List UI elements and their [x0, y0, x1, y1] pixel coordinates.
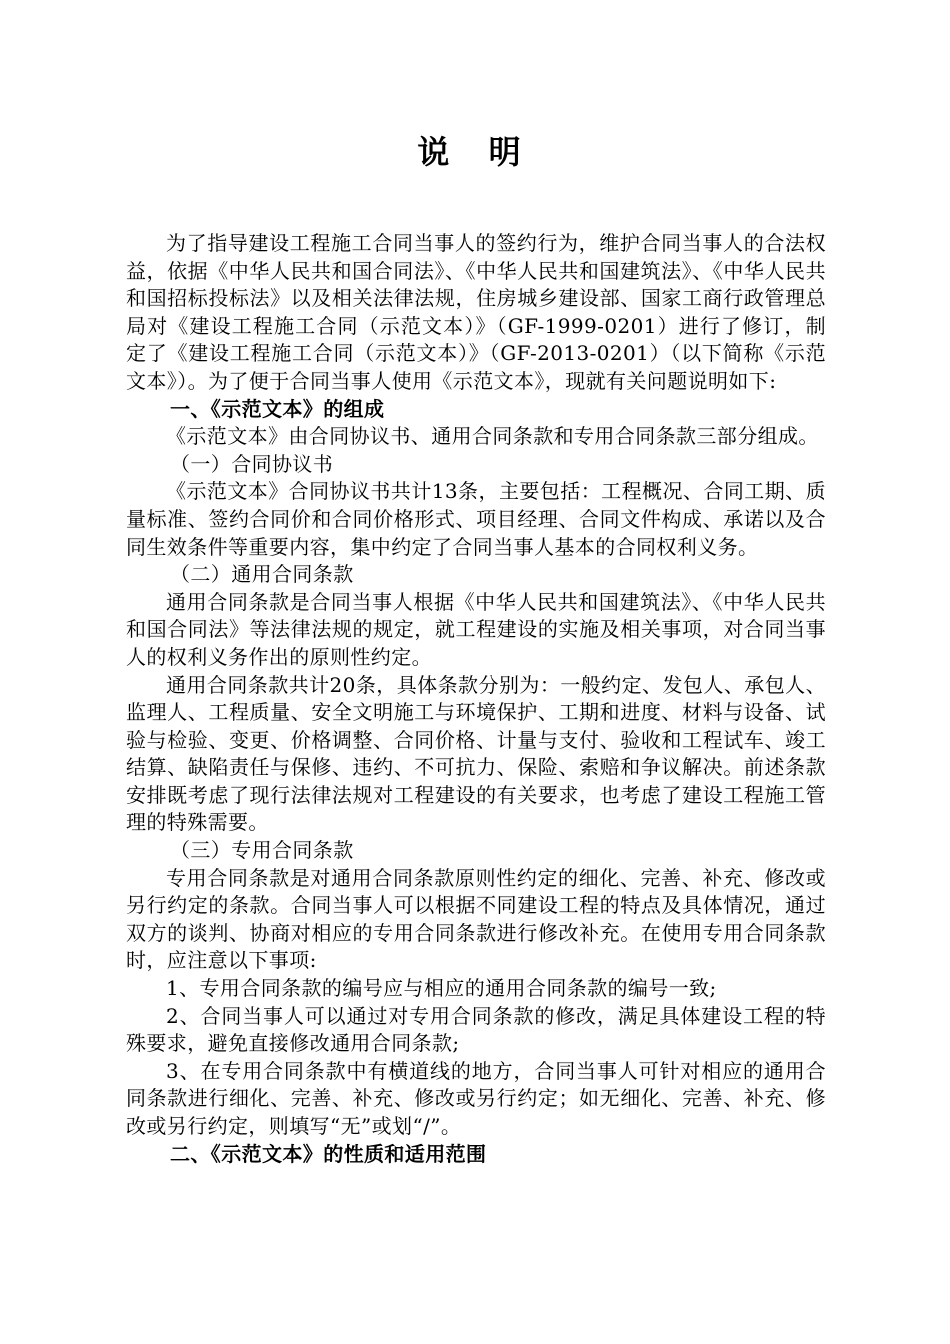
subsection-heading-special-terms: （三）专用合同条款 — [170, 838, 354, 863]
body-paragraph: 《示范文本》合同协议书共计13条，主要包括：工程概况、合同工期、质量标准、签约合同价和合同价格形式、项目经理、合同文件构成、承诺以及合同生效条件等重要内容，集中约定了合同当事人基本的合同权利义务。 — [126, 479, 826, 559]
body-paragraph: 专用合同条款是对通用合同条款原则性约定的细化、完善、补充、修改或另行约定的条款。合同当事人可以根据不同建设工程的特点及具体情况，通过双方的谈判、协商对相应的专用合同条款进行修改补充。在使用专用合同条款时，应注意以下事项: — [126, 865, 826, 973]
subsection-heading-general-terms: （二）通用合同条款 — [170, 562, 354, 587]
section-heading-nature-scope: 二、《示范文本》的性质和适用范围 — [170, 1141, 487, 1166]
document-page — [126, 128, 826, 1168]
list-item: 1、专用合同条款的编号应与相应的通用合同条款的编号一致; — [166, 976, 717, 1001]
document-title: 说 明 — [417, 133, 535, 171]
intro-paragraph: 为了指导建设工程施工合同当事人的签约行为，维护合同当事人的合法权益，依据《中华人民共和国合同法》、《中华人民共和国建筑法》、《中华人民共和国招标投标法》以及相关法律法规，住房城乡建设部、国家工商行政管理总局对《建设工程施工合同（示范文本）》（GF-1999-0201）进行了修订，制定了《建设工程施工合同（示范文本）》（GF-2013-0201）（以下简称《示范文本》）。为了便于合同当事人使用《示范文本》，现就有关问题说明如下: — [126, 231, 826, 393]
body-paragraph: 《示范文本》由合同协议书、通用合同条款和专用合同条款三部分组成。 — [166, 424, 819, 449]
body-paragraph: 通用合同条款共计20条，具体条款分别为：一般约定、发包人、承包人、监理人、工程质量、安全文明施工与环境保护、工期和进度、材料与设备、试验与检验、变更、价格调整、合同价格、计量与支付、验收和工程试车、竣工结算、缺陷责任与保修、违约、不可抗力、保险、索赔和争议解决。前述条款安排既考虑了现行法律法规对工程建设的有关要求，也考虑了建设工程施工管理的特殊需要。 — [126, 672, 826, 835]
section-heading-composition: 一、《示范文本》的组成 — [170, 396, 385, 421]
list-item: 3、在专用合同条款中有横道线的地方，合同当事人可针对相应的通用合同条款进行细化、完善、补充、修改或另行约定；如无细化、完善、补充、修改或另行约定，则填写“无”或划“/”。 — [126, 1058, 826, 1138]
list-item: 2、合同当事人可以通过对专用合同条款的修改，满足具体建设工程的特殊要求，避免直接修改通用合同条款; — [126, 1003, 826, 1056]
body-paragraph: 通用合同条款是合同当事人根据《中华人民共和国建筑法》、《中华人民共和国合同法》等法律法规的规定，就工程建设的实施及相关事项，对合同当事人的权利义务作出的原则性约定。 — [126, 589, 826, 669]
subsection-heading-agreement: （一）合同协议书 — [170, 451, 334, 476]
document-body — [126, 230, 826, 1168]
